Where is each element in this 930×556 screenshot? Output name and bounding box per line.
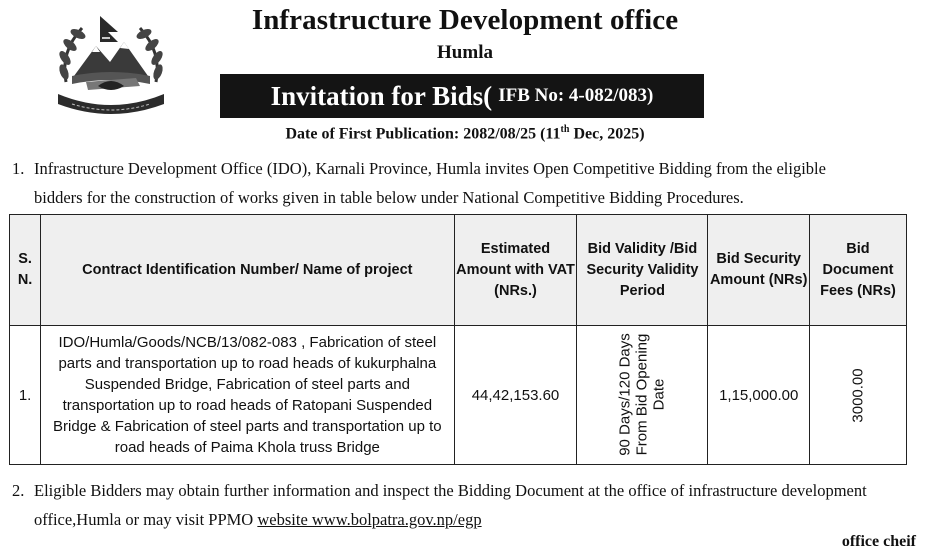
cell-sn: 1.: [10, 326, 41, 465]
intro-paragraph: [12, 154, 917, 212]
header-estimated-amount: Estimated Amount with VAT (NRs.): [454, 215, 577, 326]
header-document-fees: Bid Document Fees (NRs): [809, 215, 906, 326]
ifb-number: IFB No: 4-082/083): [498, 85, 654, 106]
publication-date: [0, 124, 930, 143]
header-bid-validity: Bid Validity /Bid Security Validity Period: [577, 215, 708, 326]
header-bid-security: Bid Security Amount (NRs): [708, 215, 809, 326]
header-contract: Contract Identification Number/ Name of project: [41, 215, 454, 326]
info-line-2: office,Humla or may visit PPMO: [34, 510, 258, 529]
office-name: Infrastructure Development office: [251, 4, 679, 36]
header-sn: S. N.: [10, 215, 41, 326]
ifb-banner: [220, 74, 704, 118]
info-paragraph: [12, 476, 922, 534]
table-row: [10, 326, 907, 465]
bids-table: [9, 214, 907, 465]
signature: office cheif: [841, 533, 916, 550]
pub-date-suffix: Dec, 2025): [569, 125, 645, 143]
cell-contract: IDO/Humla/Goods/NCB/13/082-083 , Fabrication of steel parts and transportation up to road heads of kukurphalna Suspended Bridge, Fabrication of steel parts and transportation up to road heads of Ratopani Suspended Bridge & Fabrication of steel parts and transportation up to road heads of Paima Khola truss Bridge: [41, 326, 454, 465]
info-line-1: Eligible Bidders may obtain further information and inspect the Bidding Document at the office of infrastructure development: [34, 481, 867, 500]
pub-date-prefix: Date of First Publication: 2082/08/25 (11: [285, 125, 561, 143]
cell-estimated-amount: 44,42,153.60: [454, 326, 577, 465]
cell-bid-validity: [577, 326, 708, 465]
validity-text: 90 Days/120 Days From Bid Opening Date: [616, 332, 668, 456]
ppmo-website-link[interactable]: website www.bolpatra.gov.np/egp: [257, 510, 482, 529]
intro-line-1: Infrastructure Development Office (IDO), Karnali Province, Humla invites Open Competitive Bidding from the eligible: [34, 159, 826, 178]
intro-number: 1.: [12, 159, 25, 178]
info-number: 2.: [12, 481, 25, 500]
intro-line-2: bidders for the construction of works given in table below under National Competitive Bidding Procedures.: [34, 188, 744, 207]
cell-bid-security: 1,15,000.00: [708, 326, 809, 465]
cell-document-fees: [809, 326, 906, 465]
pub-date-sup: th: [560, 124, 570, 135]
table-header-row: [10, 215, 907, 326]
fees-text: 3000.00: [849, 367, 867, 423]
district-name: Humla: [437, 42, 493, 63]
banner-title: Invitation for Bids(: [270, 80, 493, 111]
